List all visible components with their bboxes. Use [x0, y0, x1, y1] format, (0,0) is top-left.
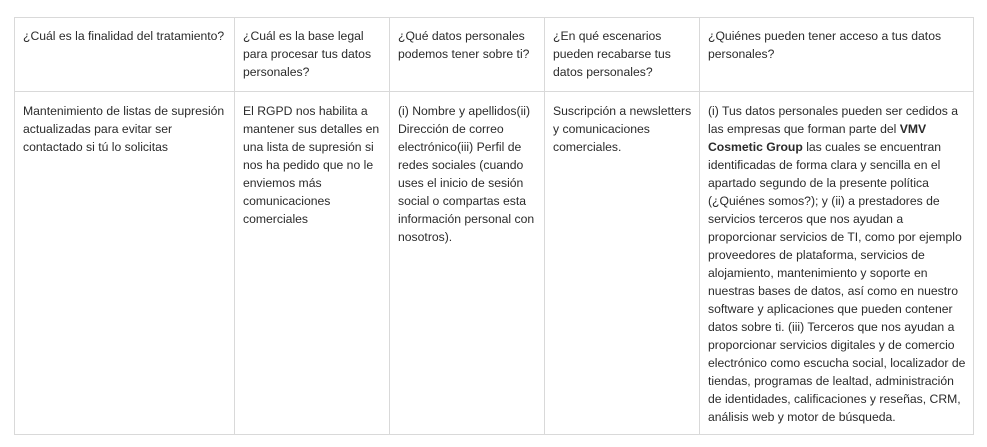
privacy-table	[14, 17, 974, 435]
header-scenarios: ¿En qué escenarios pueden recabarse tus datos personales?	[545, 18, 700, 92]
access-text-part1: (i) Tus datos personales pueden ser cedidos a las empresas que forman parte del	[708, 104, 958, 136]
header-access: ¿Quiénes pueden tener acceso a tus datos personales?	[700, 18, 974, 92]
header-data: ¿Qué datos personales podemos tener sobre ti?	[390, 18, 545, 92]
cell-data: (i) Nombre y apellidos(ii) Dirección de correo electrónico(iii) Perfil de redes sociales (cuando uses el inicio de sesión social o compartas esta información personal con nosotros).	[390, 92, 545, 435]
cell-legal-basis: El RGPD nos habilita a mantener sus detalles en una lista de supresión si nos ha pedido que no le enviemos más comunicaciones comerciales	[235, 92, 390, 435]
cell-scenarios: Suscripción a newsletters y comunicaciones comerciales.	[545, 92, 700, 435]
company-name: VMV Cosmetic Group	[708, 122, 927, 154]
table-header-row	[15, 18, 974, 92]
cell-access	[700, 92, 974, 435]
table-row	[15, 92, 974, 435]
cell-purpose: Mantenimiento de listas de supresión actualizadas para evitar ser contactado si tú lo solicitas	[15, 92, 235, 435]
privacy-table-container	[14, 17, 973, 435]
access-text-part2: las cuales se encuentran identificadas de forma clara y sencilla en el apartado segundo de la presente política (¿Quiénes somos?); y (ii) a prestadores de servicios terceros que nos ayudan a proporcionar servicios de TI, como por ejemplo proveedores de plataforma, servicios de alojamiento, mantenimiento y soporte en nuestras bases de datos, así como en nuestro software y aplicaciones que pueden contener datos sobre ti. (iii) Terceros que nos ayudan a proporcionar servicios digitales y de comercio electrónico como escucha social, localizador de tiendas, programas de lealtad, administración de identidades, calificaciones y reseñas, CRM, análisis web y motor de búsqueda.	[708, 140, 966, 424]
header-legal-basis: ¿Cuál es la base legal para procesar tus datos personales?	[235, 18, 390, 92]
header-purpose: ¿Cuál es la finalidad del tratamiento?	[15, 18, 235, 92]
